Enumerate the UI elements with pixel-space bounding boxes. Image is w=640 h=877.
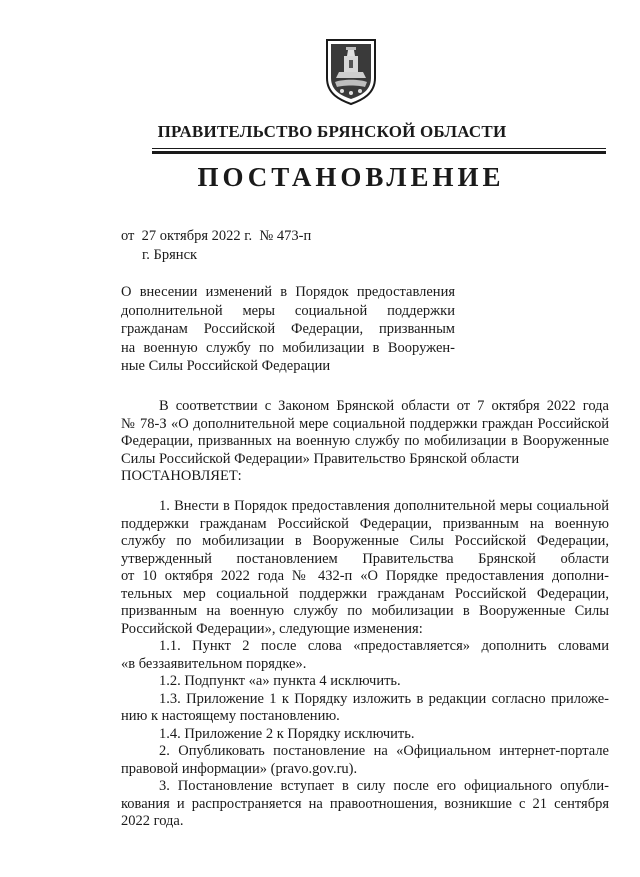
resolution-line: 1.1. Пункт 2 после слова «предоставляется» дополнить словами [159,638,609,654]
resolution-line: от 10 октября 2022 года № 432-п «О Порядке предоставления дополни- [121,568,609,584]
subject-line: гражданам Российской Федерации, призванным [121,321,455,337]
resolution-line: «в беззаявительном порядке». [121,655,307,672]
resolution-line: правовой информации» (pravo.gov.ru). [121,760,358,777]
resolution-line: 2. Опубликовать постановление на «Официальном интернет-портале [159,743,609,759]
resolution-line: тельных мер социальной поддержки гражданам Российской Федерации, [121,585,609,602]
org-title: ПРАВИТЕЛЬСТВО БРЯНСКОЙ ОБЛАСТИ [157,122,507,141]
resolution-line: 3. Постановление вступает в силу после его официального опубли- [159,778,609,794]
preamble-line: ПОСТАНОВЛЯЕТ: [121,468,242,484]
resolution-line: 2022 года. [121,813,184,829]
header-rule-thin [152,148,606,149]
subject-line: на военную службу по мобилизации в Вооружен- [121,339,455,356]
bryansk-coat-of-arms-icon [324,38,378,106]
preamble-line: В соответствии с Законом Брянской области от 7 октября 2022 года [159,398,609,414]
subject-title [121,283,455,376]
preamble-line: Силы Российской Федерации» Правительство Брянской области [121,450,520,467]
subject-line: ные Силы Российской Федерации [121,358,331,374]
date-and-number: от 27 октября 2022 г. № 473-п [121,228,312,244]
resolution-line: службу по мобилизации в Вооруженные Силы Российской Федерации, [121,533,609,549]
preamble-line: № 78-З «О дополнительной мере социальной поддержки граждан Российской [121,415,609,432]
resolution-line: нию к настоящему постановлению. [121,708,340,724]
resolution-line: 1.4. Приложение 2 к Порядку исключить. [159,725,415,742]
resolution-line: поддержки гражданам Российской Федерации, призванным на военную [121,515,609,532]
preamble-line: Федерации, призванных на военную службу по мобилизации в Вооруженные [121,433,609,449]
subject-line: О внесении изменений в Порядок предоставления [121,284,455,300]
resolution-line: 1.2. Подпункт «а» пункта 4 исключить. [159,673,401,689]
preamble-paragraph [121,398,609,486]
resolution-line: кования и распространяется на правоотношения, возникшие с 21 сентября [121,795,609,812]
document-type-heading: ПОСТАНОВЛЕНИЕ [197,162,505,192]
resolution-line: 1. Внести в Порядок предоставления дополнительной меры социальной [159,498,609,514]
resolution-line: утвержденный постановлением Правительства Брянской области [121,550,609,567]
resolution-line: призванным на военную службу по мобилизации в Вооруженные Силы [121,603,609,619]
resolution-line: Российской Федерации», следующие изменения: [121,620,423,637]
subject-line: дополнительной меры социальной поддержки [121,302,455,319]
header-rule-thick [152,151,606,154]
resolution-line: 1.3. Приложение 1 к Порядку изложить в редакции согласно приложе- [159,690,609,707]
city: г. Брянск [142,247,198,263]
resolution-body [121,498,609,831]
